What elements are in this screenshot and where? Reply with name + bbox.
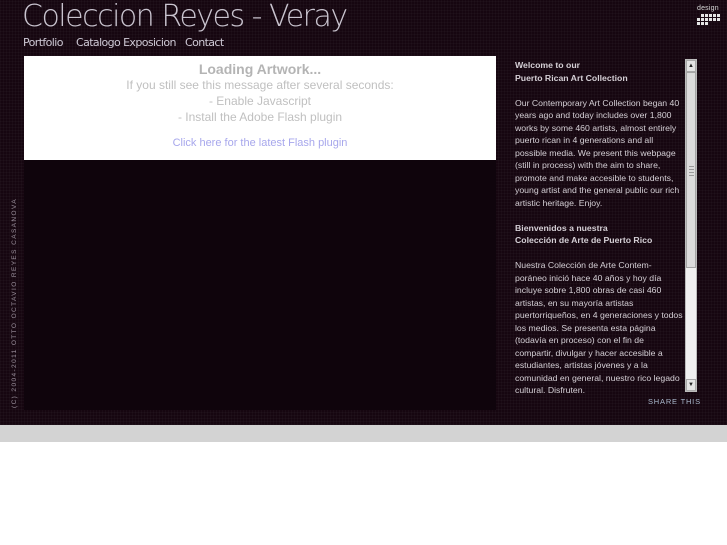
design-badge-label: design [697,5,719,12]
nav-portfolio[interactable]: Portfolio [23,36,63,49]
nav-contact[interactable]: Contact [185,36,224,49]
spanish-heading-line-1: Bienvenidos a nuestra [515,222,608,233]
copyright-vertical: (C) 2004-2011 OTTO OCTAVIO REYES CASANOVA [11,198,18,408]
spanish-heading [515,222,683,247]
english-heading [515,59,683,84]
footer-gray-bar [0,425,727,442]
site-title[interactable]: Coleccion Reyes - Veray [22,0,347,34]
scrollbar-thumb[interactable] [686,72,696,268]
spanish-heading-line-2: Colección de Arte de Puerto Rico [515,235,653,245]
share-this-link[interactable]: SHARE THIS [648,397,701,406]
loading-line-1: If you still see this message after several seconds: [126,78,394,92]
english-body: Our Contemporary Art Collection began 40 years ago and today includes over 1,800 works by some 460 artists, almost entirely puerto rican in 4 generations and all possible media. We present this webpage (still in process) with the aim to share, promote and make accesible to students, young artist and the general public our rich artistic heritage. Enjoy. [515,97,680,208]
scrollbar-grip-icon [689,166,694,176]
loading-line-2: - Enable Javascript [208,94,312,108]
info-scroll-area[interactable] [515,59,683,395]
info-scrollbar[interactable] [685,59,697,392]
english-heading-line-1: Welcome to our [515,60,581,70]
design-grid-icon [697,14,723,25]
english-heading-line-2: Puerto Rican Art Collection [515,72,628,83]
flash-plugin-link[interactable]: Click here for the latest Flash plugin [172,137,348,149]
spanish-body: Nuestra Colección de Arte Contem-poráneo inició hace 40 años y hoy día incluye sobre 1,800 obras de casi 460 artistas, en su mayoría artistas puertorriqueños, en 4 generaciones y todos los medios. Se presenta esta página (todavía en proceso) con el fin de compartir, divulgar y hacer accesible a estudiantes, artistas jóvenes y a la comunidad en general, nuestro rico legado cultural. Disfruten. [515,260,683,395]
flash-fallback-message [24,56,496,160]
loading-heading: Loading Artwork... [198,61,322,77]
loading-line-3: - Install the Adobe Flash plugin [177,110,343,124]
flash-gallery-area [24,56,496,410]
design-badge[interactable] [697,5,723,27]
nav-catalogo-exposicion[interactable]: Catalogo Exposicion [76,36,176,49]
scroll-up-icon[interactable]: ▲ [686,60,696,72]
scroll-down-icon[interactable]: ▼ [686,379,696,391]
info-panel [510,56,700,410]
